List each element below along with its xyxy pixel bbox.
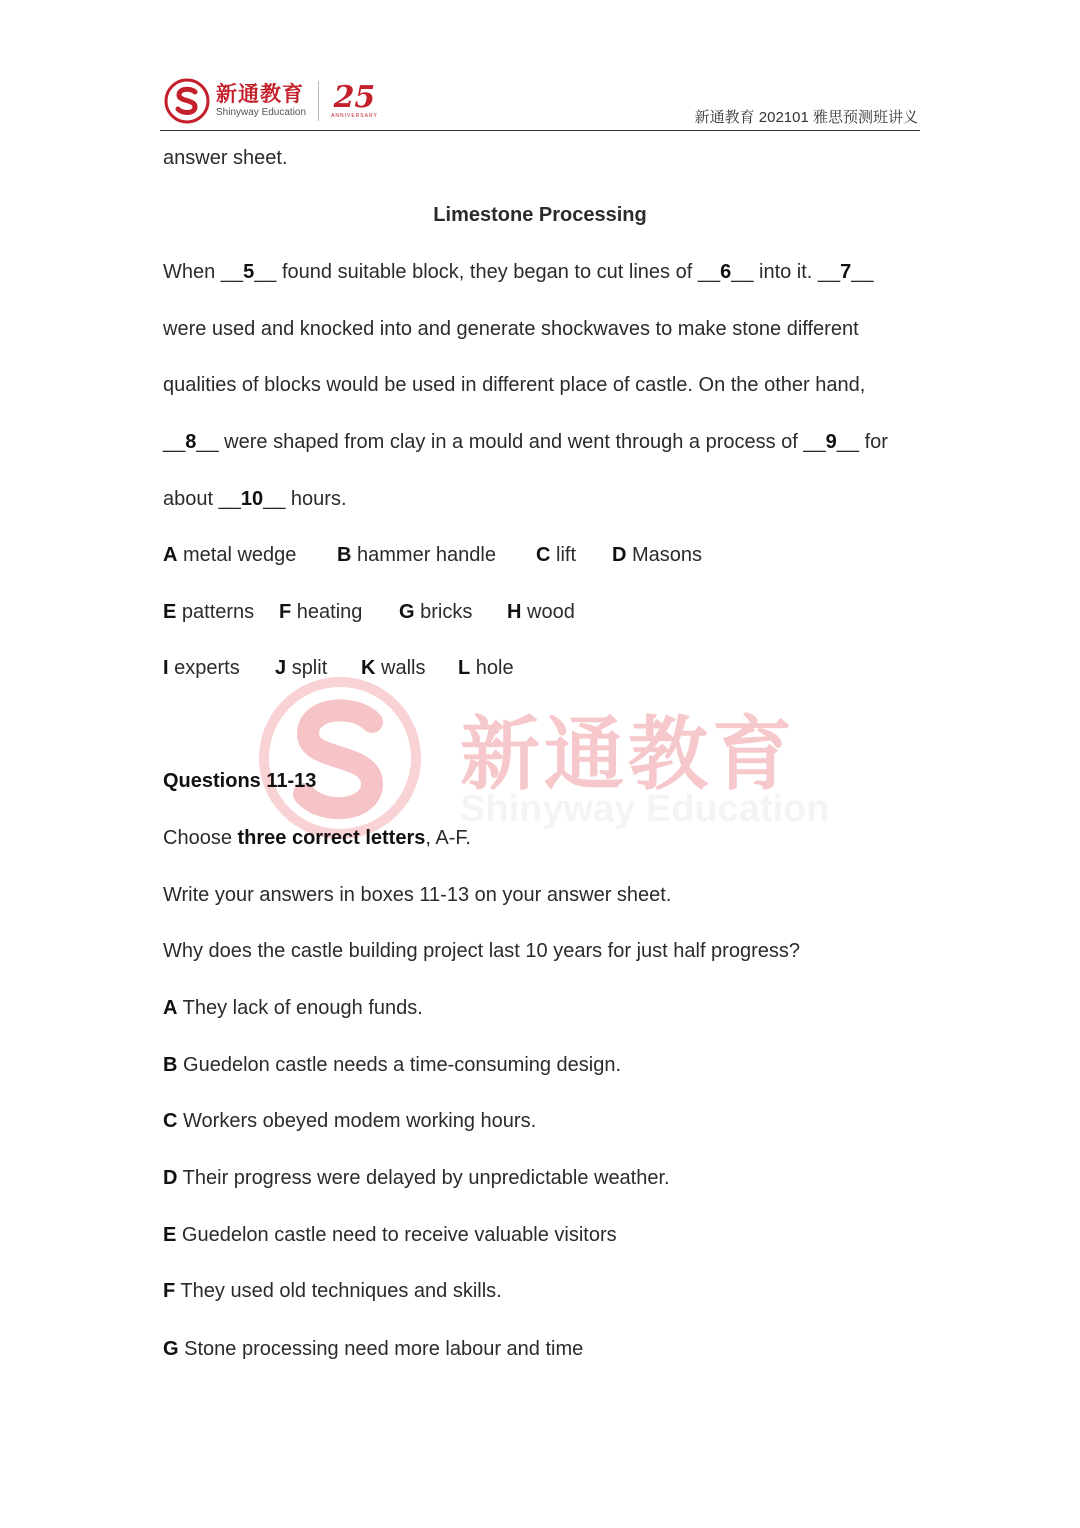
option-item: C lift	[536, 544, 577, 566]
page-header	[160, 72, 920, 131]
watermark-logo-icon	[250, 670, 430, 845]
shinyway-logo	[164, 76, 378, 126]
option-item: J split	[275, 657, 328, 679]
paragraph-line-2: were used and knocked into and generate shockwaves to make stone different	[163, 318, 859, 340]
instruction-write: Write your answers in boxes 11-13 on your answer sheet.	[163, 884, 672, 906]
anniversary-number: 25	[333, 80, 376, 115]
anniversary-badge	[331, 80, 378, 119]
logo-english-name: Shinyway Education	[216, 107, 307, 118]
option-item: I experts	[163, 657, 240, 679]
blank-number: 7	[840, 261, 852, 283]
paragraph-line-3: qualities of blocks would be used in different place of castle. On the other hand,	[163, 374, 866, 396]
document-title: 新通教育 202101 雅思预测班讲义	[694, 109, 918, 126]
paragraph-line-1	[163, 261, 917, 284]
answer-option: D Their progress were delayed by unpredictable weather.	[163, 1167, 670, 1189]
answer-option: C Workers obeyed modem working hours.	[163, 1110, 537, 1132]
answer-option: E Guedelon castle need to receive valuable visitors	[163, 1224, 617, 1246]
watermark	[250, 670, 840, 845]
option-item: F heating	[279, 601, 363, 623]
option-item: D Masons	[612, 544, 703, 566]
paragraph-line-4: __8__ were shaped from clay in a mould and went through a process of __9__ for	[163, 431, 888, 453]
option-item: A metal wedge	[163, 544, 297, 566]
logo-divider	[318, 81, 319, 121]
section-title: Limestone Processing	[433, 204, 647, 226]
option-item: L hole	[458, 657, 514, 679]
logo-chinese-name: 新通教育	[216, 83, 304, 106]
blank-number: 6	[720, 261, 732, 283]
blank-number: 9	[825, 431, 837, 453]
text-segment: When __5__ found suitable block, they began to cut lines of __6__ into it. __7__	[163, 261, 874, 283]
blank-number: 5	[243, 261, 255, 283]
questions-heading: Questions 11-13	[163, 770, 317, 792]
anniversary-label: ANNIVERSARY	[331, 113, 378, 119]
answer-option: A They lack of enough funds.	[163, 997, 423, 1019]
blank-number: 8	[185, 431, 197, 453]
watermark-chinese: 新通教育	[460, 710, 796, 799]
blank-number: 10	[240, 488, 264, 510]
option-item: G bricks	[399, 601, 473, 623]
option-item: K walls	[361, 657, 426, 679]
instruction-choose: Choose three correct letters, A-F.	[163, 827, 471, 849]
answer-option: B Guedelon castle needs a time-consuming design.	[163, 1054, 622, 1076]
answer-option: G Stone processing need more labour and time	[163, 1338, 584, 1360]
option-item: B hammer handle	[337, 544, 496, 566]
paragraph-line-5: about __10__ hours.	[163, 488, 347, 510]
question-text: Why does the castle building project last 10 years for just half progress?	[163, 940, 800, 962]
top-line: answer sheet.	[163, 147, 288, 169]
shinyway-s-logo-icon	[164, 78, 210, 124]
option-item: E patterns	[163, 601, 255, 623]
watermark-english: Shinyway Education	[460, 788, 830, 830]
answer-option: F They used old techniques and skills.	[163, 1280, 502, 1302]
option-item: H wood	[507, 601, 575, 623]
